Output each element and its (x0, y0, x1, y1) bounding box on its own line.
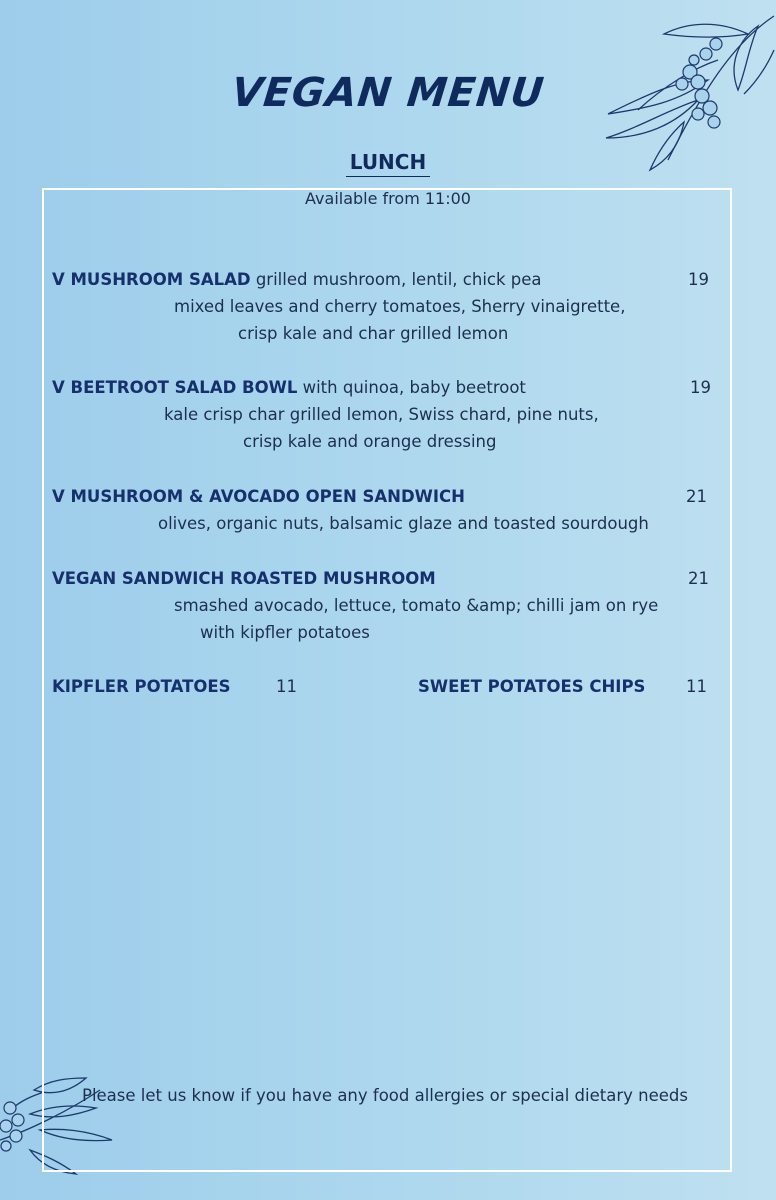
menu-item-name: V MUSHROOM & AVOCADO OPEN SANDWICH (52, 487, 465, 506)
menu-item-line (52, 487, 465, 506)
side-item-name (52, 677, 231, 696)
menu-item-price: 21 (686, 487, 707, 506)
side-item-name-text: SWEET POTATOES CHIPS (418, 677, 646, 696)
menu-item-line (52, 270, 542, 289)
side-item-price: 11 (276, 677, 297, 696)
menu-item-desc: grilled mushroom, lentil, chick pea (250, 270, 542, 289)
menu-item-price: 21 (688, 569, 709, 588)
menu-item-desc: mixed leaves and cherry tomatoes, Sherry vinaigrette, (174, 297, 626, 316)
side-item-name-text: KIPFLER POTATOES (52, 677, 231, 696)
menu-item-desc: with kipfler potatoes (200, 623, 370, 642)
section-heading (0, 150, 776, 177)
menu-item-price: 19 (688, 270, 709, 289)
menu-item-desc: crisp kale and orange dressing (243, 432, 497, 451)
menu-item-line (52, 378, 526, 397)
availability-note: Available from 11:00 (305, 189, 471, 208)
menu-item-desc: with quinoa, baby beetroot (297, 378, 526, 397)
menu-item-name: V MUSHROOM SALAD (52, 270, 251, 289)
menu-item-desc: crisp kale and char grilled lemon (238, 324, 509, 343)
menu-item-desc: smashed avocado, lettuce, tomato &amp; chilli jam on rye (174, 596, 659, 615)
menu-title: VEGAN MENU (229, 70, 547, 116)
menu-item-price: 19 (690, 378, 711, 397)
menu-item-line (52, 569, 436, 588)
menu-item-desc: kale crisp char grilled lemon, Swiss chard, pine nuts, (164, 405, 599, 424)
allergy-note: Please let us know if you have any food allergies or special dietary needs (82, 1086, 688, 1105)
menu-item-name: V BEETROOT SALAD BOWL (52, 378, 298, 397)
side-item-name (418, 677, 645, 696)
menu-item-desc: olives, organic nuts, balsamic glaze and toasted sourdough (158, 514, 649, 533)
side-item-price: 11 (686, 677, 707, 696)
section-heading-text: LUNCH (346, 150, 430, 177)
menu-item-name: VEGAN SANDWICH ROASTED MUSHROOM (52, 569, 436, 588)
